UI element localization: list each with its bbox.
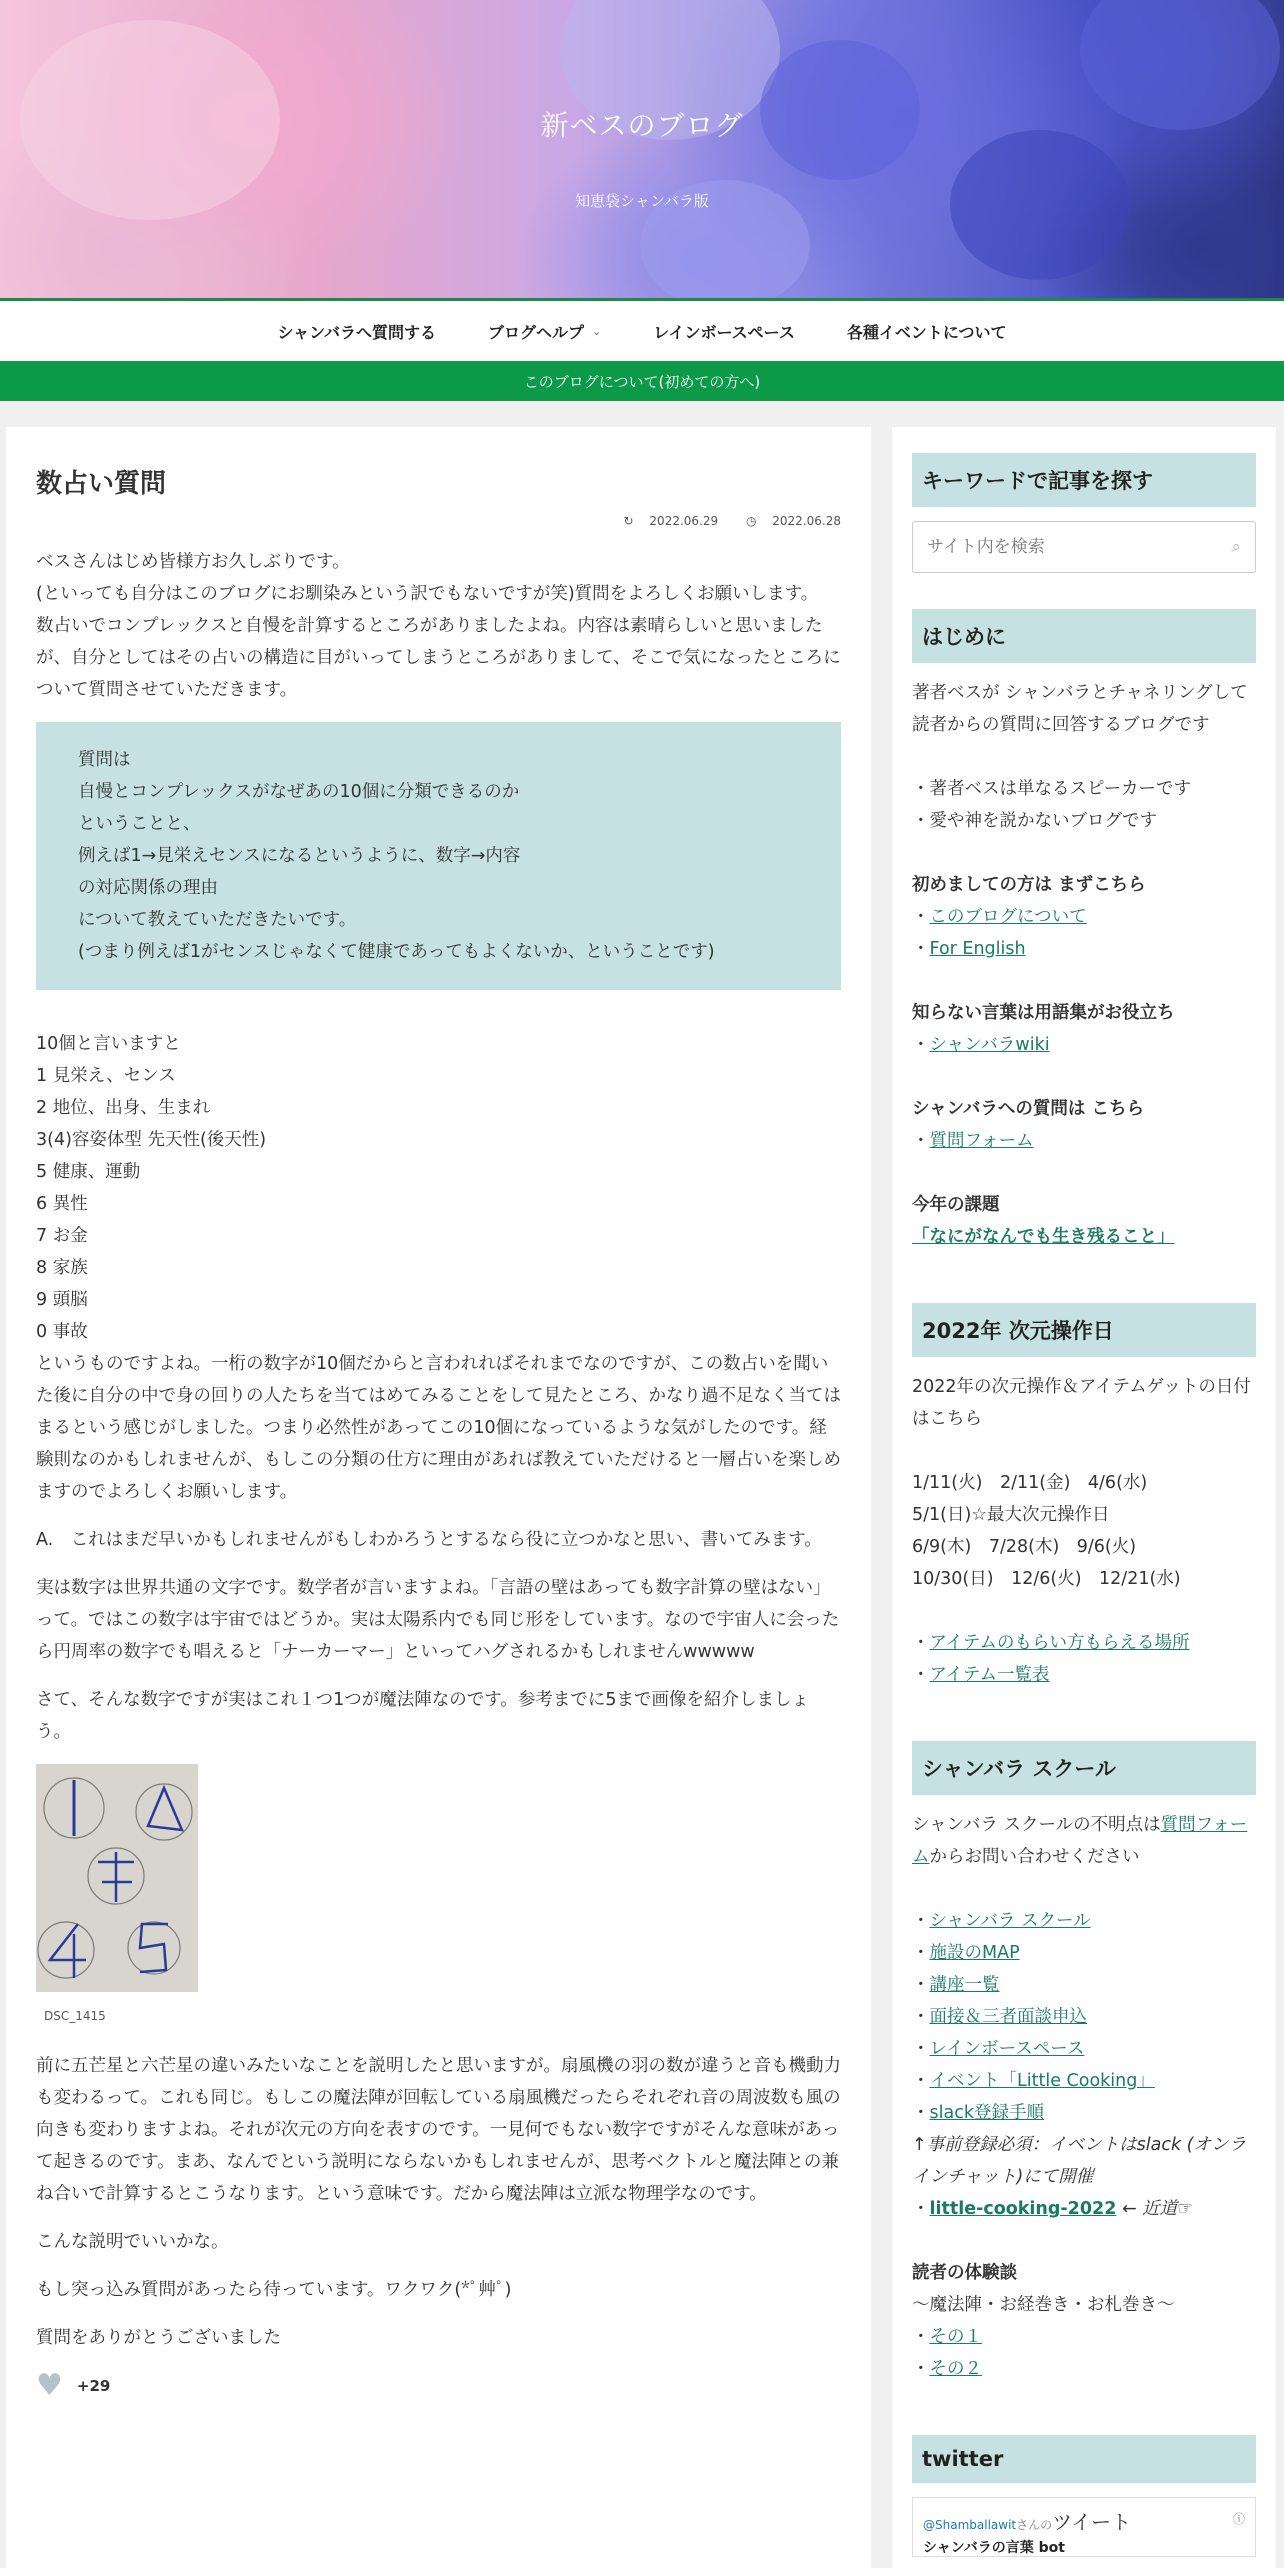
article [6, 427, 871, 2568]
link-about-blog[interactable]: このブログについて [929, 907, 1087, 927]
intro-widget-title: はじめに [912, 609, 1256, 663]
link-facility-map[interactable]: 施設のMAP [929, 1943, 1020, 1963]
question-quote: 質問は 自慢とコンプレックスがなぜあの10個に分類できるのか ということと、 例えば1→見栄えセンスになるというように、数字→内容 の対応関係の理由 について教えていただきたいです。 (つまり例えば1がセンスじゃなくて健康であってもよくないか、ということです) [36, 722, 841, 990]
intro-paragraph: ベスさんはじめ皆様方お久しぶりです。 (といっても自分はこのブログにお馴染みという訳でもないですが笑)質問をよろしくお願いします。 数占いでコンプレックスと自慢を計算するところがありましたよね。内容は素晴らしいと思いましたが、自分としてはその占いの構造に目がいってしまうところがありまして、そこで気になったところについて質問させていただきます。 [36, 552, 841, 700]
figure-caption: DSC_1415 [44, 2009, 106, 2023]
heart-icon[interactable]: ♥ [36, 2368, 63, 2403]
link-school-form[interactable]: 質問フォーム [912, 1815, 1248, 1867]
nav-item-label: ブログヘルプ [488, 322, 585, 342]
site-description: 知恵袋シャンバラ版 [575, 192, 709, 210]
like-row [36, 2370, 841, 2402]
sidebar [892, 427, 1276, 2568]
answer-paragraph: 質問をありがとうございました [36, 2328, 281, 2348]
updated-date: ↻ 2022.06.29 [623, 514, 719, 528]
link-for-english[interactable]: For English [929, 939, 1026, 959]
answer-paragraph: 実は数字は世界共通の文字です。数学者が言いますよね。「言語の壁はあっても数字計算の壁はない」って。ではこの数字は宇宙ではどうか。実は太陽系内でも同じ形をしています。なので宇宙人に会ったら円周率の数字でも唱えると「ナーカーマー」といってハグされるかもしれませんwwwww [36, 1578, 840, 1662]
twitter-embed[interactable]: @Shamballawitさんのツイート ⓘ シャンバラの言葉 bot [912, 2497, 1256, 2557]
published-date: ◷ 2022.06.28 [745, 514, 841, 528]
nav-item-label: シャンバラへ質問する [277, 322, 437, 342]
answer-paragraph: 前に五芒星と六芒星の違いみたいなことを説明したと思いますが。扇風機の羽の数が違うと音も機動力も変わるって。これも同じ。もしこの魔法陣が回転している扇風機だったらそれぞれ音の周波数も風の向きも変わりますよね。それが次元の方向を表すのです。一見何でもない数字ですがそんな意味があって起きるのです。まあ、なんでという説明にならないかもしれませんが、思考ベクトルと魔法陣との兼ね合いで計算するとこうなります。という意味です。だから魔法陣は立派な物理学なのです。 [36, 2056, 841, 2204]
global-nav [0, 301, 1284, 361]
info-icon[interactable]: ⓘ [1232, 2512, 1245, 2526]
nav-item-events[interactable] [821, 320, 1033, 343]
link-little-cooking[interactable]: イベント「Little Cooking」 [929, 2071, 1155, 2091]
answer-paragraph: もし突っ込み質問があったら待っています。ワクワク(*ﾟ艸ﾟ) [36, 2280, 512, 2300]
answer-paragraph: こんな説明でいいかな。 [36, 2232, 229, 2252]
post-title: 数占い質問 [36, 469, 167, 499]
site-header [0, 0, 1284, 298]
search-box [912, 521, 1256, 573]
ops-widget-title: 2022年 次元操作日 [912, 1303, 1256, 1357]
search-widget-title: キーワードで記事を探す [912, 453, 1256, 507]
chevron-down-icon: ⌄ [592, 324, 602, 338]
search-input[interactable] [927, 537, 1207, 557]
link-item-list[interactable]: アイテム一覧表 [929, 1665, 1050, 1685]
link-little-cooking-2022[interactable]: little-cooking-2022 [929, 2199, 1117, 2219]
numbers-list: 10個と言いますと 1 見栄え、センス 2 地位、出身、生まれ 3(4)容姿体型 先天性(後天性) 5 健康、運動 6 異性 7 お金 8 家族 9 頭脳 0 事故 というものですよね。一桁の数字が10個だからと言われればそれまでなのですが、この数占いを聞いた後に自分の中で身の回りの人たちを当てはめてみることをして見たところ、かなり過不足なく当てはまるという感じがしました。つまり必然性があってこの10個になっているような気がしたのです。経験則なのかもしれませんが、もしこの分類の仕方に理由があれば教えていただけると一層占いを楽しめますのでよろしくお願いします。 [36, 1034, 841, 1502]
link-question-form[interactable]: 質問フォーム [929, 1131, 1034, 1151]
post-body [36, 546, 841, 2402]
link-course-list[interactable]: 講座一覧 [929, 1975, 1000, 1995]
link-slack-register[interactable]: slack登録手順 [929, 2103, 1044, 2123]
twitter-handle[interactable]: @Shamballawit [923, 2518, 1017, 2532]
clock-icon: ◷ [745, 514, 757, 528]
link-item-place[interactable]: アイテムのもらい方もらえる場所 [929, 1633, 1190, 1653]
nav-item-ask-shambhala[interactable] [251, 320, 462, 343]
link-story-2[interactable]: その２ [929, 2359, 982, 2379]
link-story-1[interactable]: その１ [929, 2327, 982, 2347]
answer-paragraph: さて、そんな数字ですが実はこれ１つ1つが魔法陣なのです。参考までに5まで画像を紹介しましょう。 [36, 1690, 810, 1742]
like-count: +29 [76, 2377, 111, 2395]
intro-widget: 著者ベスが シャンバラとチャネリングして 読者からの質問に回答するブログです ・著者ベスは単なるスピーカーです ・愛や神を説かないブログです 初めましての方は まずこちら ・このブログについて ・For English 知らない言葉は用語集がお役立ち ・シャンバラwiki シャンバラへの質問は こちら ・質問フォーム 今年の課題 「なにがなんでも生き残ること」 [912, 683, 1248, 1247]
link-school[interactable]: シャンバラ スクール [929, 1911, 1091, 1931]
nav-item-label: レインボースペース [653, 322, 795, 342]
post-figure [36, 1764, 841, 2032]
nav-item-blog-help[interactable] [462, 320, 627, 343]
refresh-icon: ↻ [623, 514, 634, 528]
site-title[interactable]: 新ベスのブログ [540, 109, 744, 142]
magic-circle-drawing [36, 1764, 198, 1992]
link-interview[interactable]: 面接＆三者面談申込 [929, 2007, 1087, 2027]
search-icon[interactable]: ⌕ [1231, 537, 1241, 557]
ops-widget: 2022年の次元操作＆アイテムゲットの日付はこちら 1/11(火) 2/11(金) 4/6(水) 5/1(日)☆最大次元操作日 6/9(木) 7/28(木) 9/6(火) 10/30(日) 12/6(火) 12/21(水) ・アイテムのもらい方もらえる場所 ・アイテム一覧表 [912, 1377, 1251, 1685]
post-dates [36, 514, 841, 528]
link-shambhala-wiki[interactable]: シャンバラwiki [929, 1035, 1050, 1055]
school-widget: シャンバラ スクールの不明点は質問フォームからお問い合わせください ・シャンバラ スクール ・施設のMAP ・講座一覧 ・面接＆三者面談申込 ・レインボースペース ・イベント「Little Cooking」 ・slack登録手順 ↑事前登録必須：イベントはslack (オンラインチャット)にて開催 ・little-cooking-2022 ← 近道☞ 読者の体験談 〜魔法陣・お経巻き・お札巻き〜 ・その１ ・その２ [912, 1815, 1248, 2379]
school-widget-title: シャンバラ スクール [912, 1741, 1256, 1795]
answer-intro: A. これはまだ早いかもしれませんがもしわかろうとするなら役に立つかなと思い、書いてみます。 [36, 1530, 822, 1550]
twitter-widget-title: twitter [912, 2435, 1256, 2483]
nav-item-rainbow-space[interactable] [627, 320, 821, 343]
magic-circle-photo[interactable] [36, 1764, 198, 1992]
link-yearly-theme[interactable]: 「なにがなんでも生き残ること」 [912, 1227, 1175, 1247]
link-rainbow-space[interactable]: レインボースペース [929, 2039, 1085, 2059]
notice-bar[interactable]: このブログについて(初めての方へ) [0, 361, 1284, 401]
nav-item-label: 各種イベントについて [846, 322, 1007, 342]
